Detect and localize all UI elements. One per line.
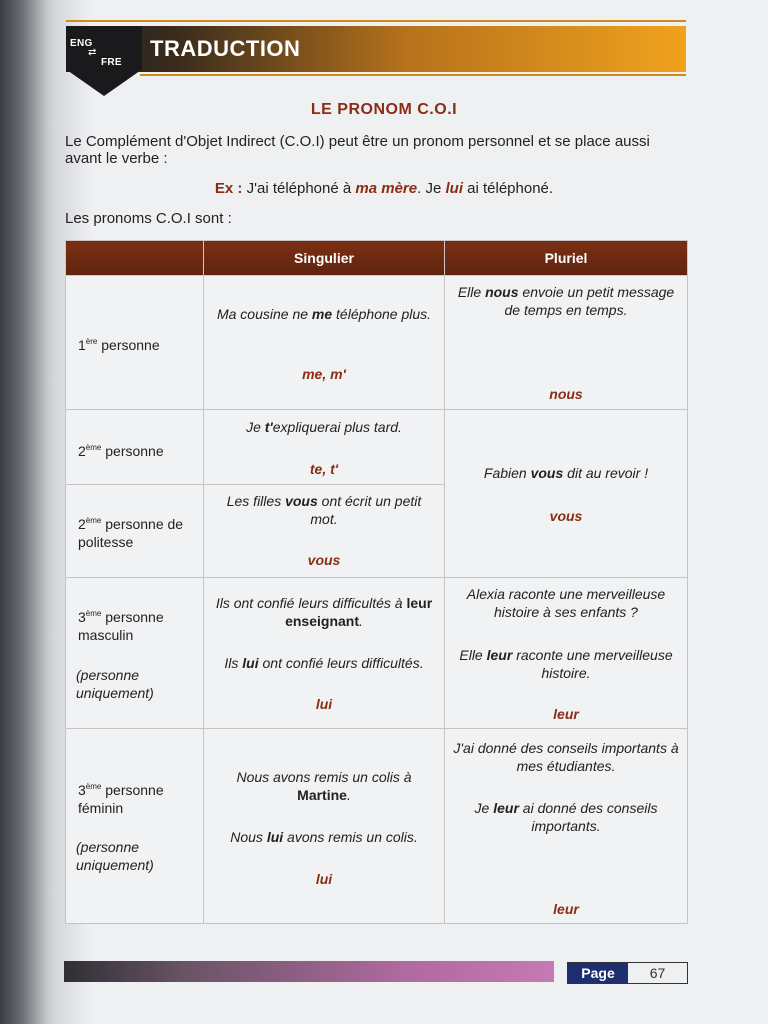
example-text: ai téléphoné. bbox=[467, 180, 554, 197]
table-row bbox=[66, 578, 688, 729]
page-label: Page bbox=[568, 963, 628, 983]
table-header-cell bbox=[66, 241, 204, 276]
example-text: J'ai téléphoné à bbox=[246, 180, 352, 197]
singular-pronoun: lui bbox=[315, 871, 333, 887]
header-bottom-rule bbox=[140, 74, 686, 76]
singular-cell bbox=[204, 578, 445, 729]
person-label: 1ère personne bbox=[78, 337, 160, 353]
table-header-cell: Pluriel bbox=[445, 241, 688, 276]
person-cell bbox=[66, 276, 204, 410]
plural-cell bbox=[445, 578, 688, 729]
person-label: 2ème personne bbox=[78, 443, 164, 459]
plural-example: Fabien vous dit au revoir ! bbox=[483, 465, 649, 481]
singular-pronoun: vous bbox=[307, 552, 341, 568]
singular-cell bbox=[204, 485, 445, 578]
singular-cell bbox=[204, 729, 445, 924]
singular-example: Je t'expliquerai plus tard. bbox=[246, 419, 402, 435]
list-intro: Les pronoms C.O.I sont : bbox=[65, 210, 232, 227]
example-line bbox=[0, 180, 768, 197]
example-highlight: lui bbox=[445, 180, 463, 197]
pronoun-table bbox=[65, 240, 688, 924]
lang-to-label: FRE bbox=[101, 57, 122, 68]
person-cell bbox=[66, 729, 204, 924]
singular-pronoun: lui bbox=[315, 696, 333, 712]
plural-example: Je leur ai donné des conseils importants. bbox=[474, 800, 658, 834]
plural-example: Elle nous envoie un petit message de temps en temps. bbox=[457, 284, 675, 318]
person-label: 2ème personne de politesse bbox=[78, 516, 184, 550]
person-cell bbox=[66, 578, 204, 729]
singular-example: Nous avons remis un colis à Martine. bbox=[236, 769, 412, 803]
plural-cell bbox=[445, 729, 688, 924]
plural-pronoun: leur bbox=[553, 901, 579, 917]
person-note: (personne uniquement) bbox=[76, 839, 154, 873]
person-label: 3ème personne masculin bbox=[78, 609, 164, 643]
table-row bbox=[66, 276, 688, 410]
example-text: . Je bbox=[417, 180, 442, 197]
person-label: 3ème personne féminin bbox=[78, 782, 164, 816]
example-label: Ex : bbox=[214, 180, 243, 197]
plural-example: Alexia raconte une merveilleuse histoire à ses enfants ? bbox=[466, 586, 666, 620]
plural-cell bbox=[445, 410, 688, 578]
person-note: (personne uniquement) bbox=[76, 667, 154, 701]
plural-pronoun: vous bbox=[549, 508, 583, 524]
singular-example: Ils ont confié leurs difficultés à leur enseignant. bbox=[215, 595, 433, 629]
plural-pronoun: nous bbox=[549, 386, 583, 402]
example-highlight: ma mère bbox=[355, 180, 418, 197]
table-row bbox=[66, 729, 688, 924]
header-top-rule bbox=[66, 20, 686, 22]
plural-pronoun: leur bbox=[553, 706, 579, 722]
singular-cell bbox=[204, 410, 445, 485]
lang-from-label: ENG bbox=[70, 38, 93, 49]
singular-example: Nous lui avons remis un colis. bbox=[230, 829, 418, 845]
footer-bar bbox=[64, 961, 554, 982]
plural-cell bbox=[445, 276, 688, 410]
header-title: TRADUCTION bbox=[150, 36, 301, 61]
singular-cell bbox=[204, 276, 445, 410]
singular-example: Les filles vous ont écrit un petit mot. bbox=[226, 493, 422, 527]
plural-example: J'ai donné des conseils importants à mes étudiantes. bbox=[453, 740, 679, 774]
singular-example: Ma cousine ne me téléphone plus. bbox=[216, 306, 432, 322]
swap-arrows-icon: ⇄ bbox=[88, 47, 97, 58]
table-row bbox=[66, 410, 688, 485]
table-header-cell: Singulier bbox=[204, 241, 445, 276]
person-cell bbox=[66, 485, 204, 578]
singular-example: Ils lui ont confié leurs difficultés. bbox=[224, 655, 424, 671]
table-header-row bbox=[66, 241, 688, 276]
page-number-box bbox=[567, 962, 688, 984]
section-title: LE PRONOM C.O.I bbox=[310, 101, 458, 118]
singular-pronoun: te, t' bbox=[309, 461, 339, 477]
page-number: 67 bbox=[649, 965, 666, 981]
plural-example: Elle leur raconte une merveilleuse histoire. bbox=[459, 647, 673, 681]
person-cell bbox=[66, 410, 204, 485]
intro-paragraph: Le Complément d'Objet Indirect (C.O.I) peut être un pronom personnel et se place aussi avant le verbe : bbox=[65, 133, 650, 167]
singular-pronoun: me, m' bbox=[302, 366, 346, 382]
